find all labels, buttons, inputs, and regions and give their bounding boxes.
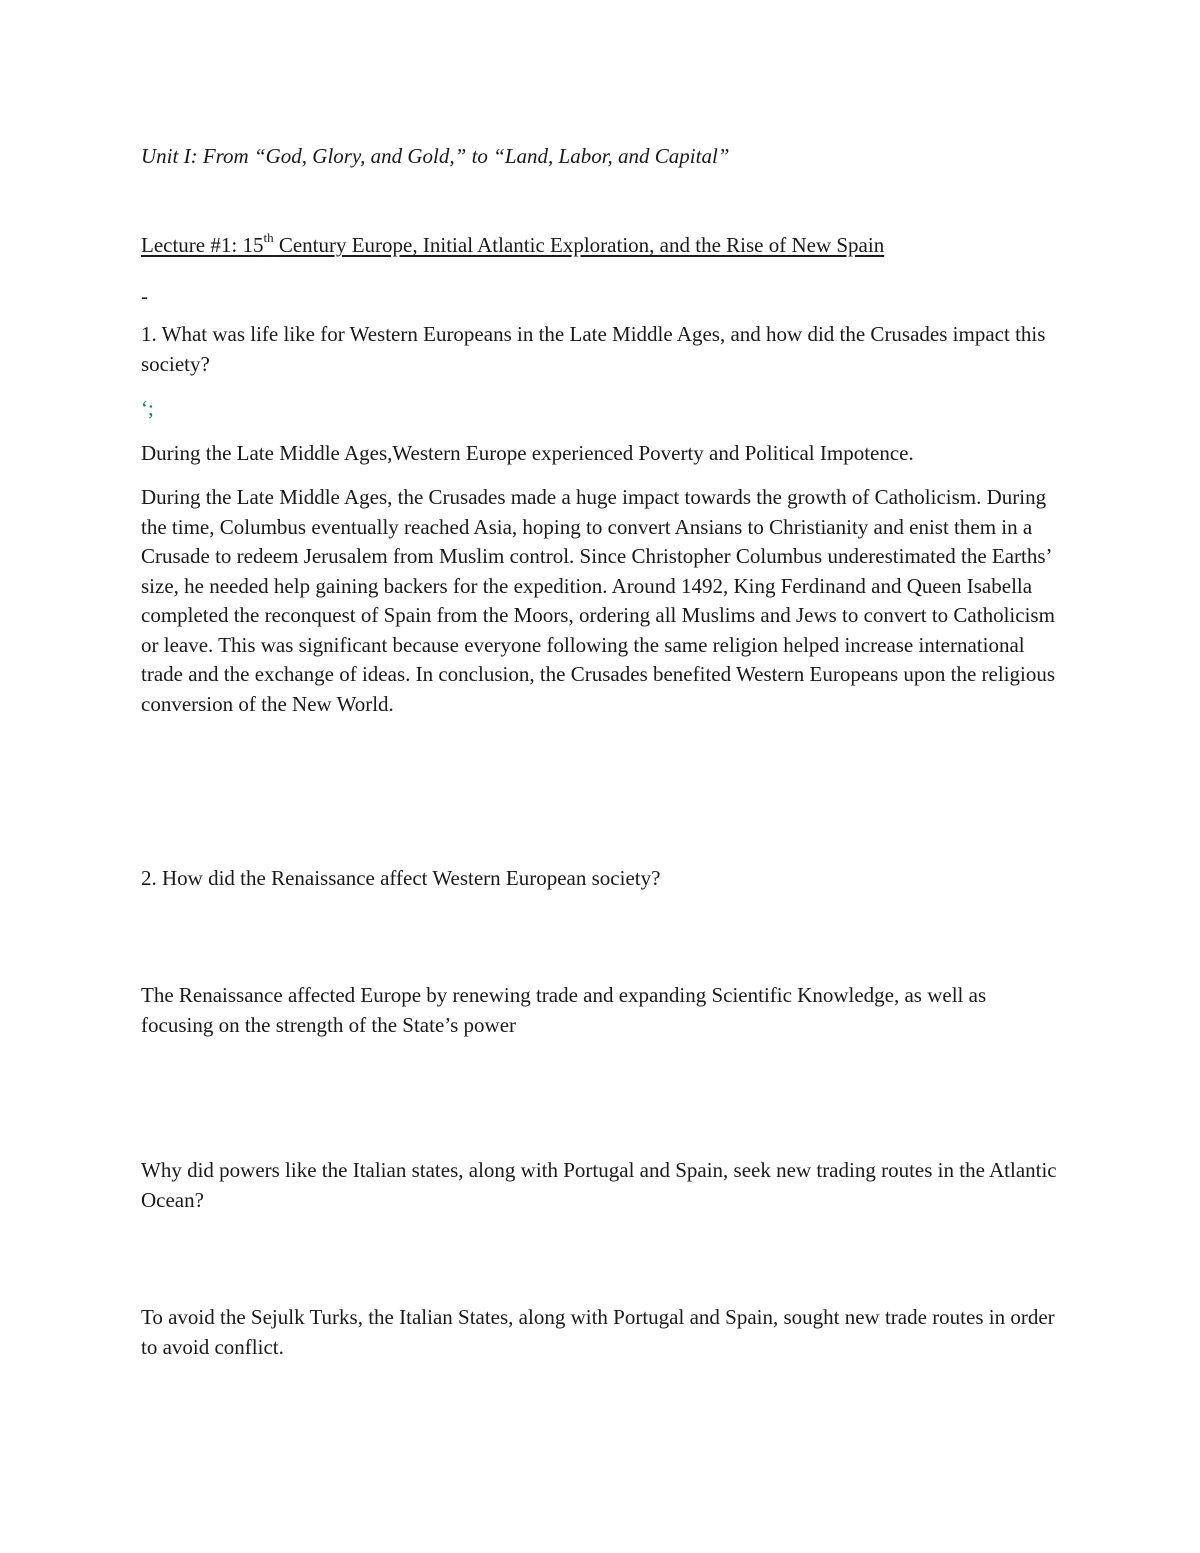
answer-3: To avoid the Sejulk Turks, the Italian States, along with Portugal and Spain, sought new trade routes in order to avoid conflict.	[141, 1305, 1055, 1359]
unit-title: Unit I: From “God, Glory, and Gold,” to “Land, Labor, and Capital”	[141, 144, 730, 168]
green-mark: ‘;	[141, 396, 154, 420]
lecture-title-suffix: Century Europe, Initial Atlantic Exploration, and the Rise of New Spain	[273, 233, 885, 257]
question-1: 1. What was life like for Western Europeans in the Late Middle Ages, and how did the Crusades impact this society?	[141, 322, 1046, 376]
lecture-title-prefix: Lecture #1: 15	[141, 233, 264, 257]
answer-1-short: During the Late Middle Ages,Western Europe experienced Poverty and Political Impotence.	[141, 441, 914, 465]
answer-2: The Renaissance affected Europe by renewing trade and expanding Scientific Knowledge, as well as focusing on the strength of the State’s power	[141, 983, 987, 1037]
lecture-title	[141, 231, 1061, 261]
question-3: Why did powers like the Italian states, along with Portugal and Spain, seek new trading routes in the Atlantic Ocean?	[141, 1158, 1057, 1212]
question-2: 2. How did the Renaissance affect Western European society?	[141, 866, 661, 890]
answer-1-paragraph: During the Late Middle Ages, the Crusades made a huge impact towards the growth of Catholicism. During the time, Columbus eventually reached Asia, hoping to convert Ansians to Christianity and enist them in a Crusade to redeem Jerusalem from Muslim control. Since Christopher Columbus underestimated the Earths’ size, he needed help gaining backers for the expedition. Around 1492, King Ferdinand and Queen Isabella completed the reconquest of Spain from the Moors, ordering all Muslims and Jews to convert to Catholicism or leave. This was significant because everyone following the same religion helped increase international trade and the exchange of ideas. In conclusion, the Crusades benefited Western Europeans upon the religious conversion of the New World.	[141, 485, 1056, 716]
dash-marker: -	[141, 284, 148, 308]
lecture-title-superscript: th	[263, 230, 274, 245]
